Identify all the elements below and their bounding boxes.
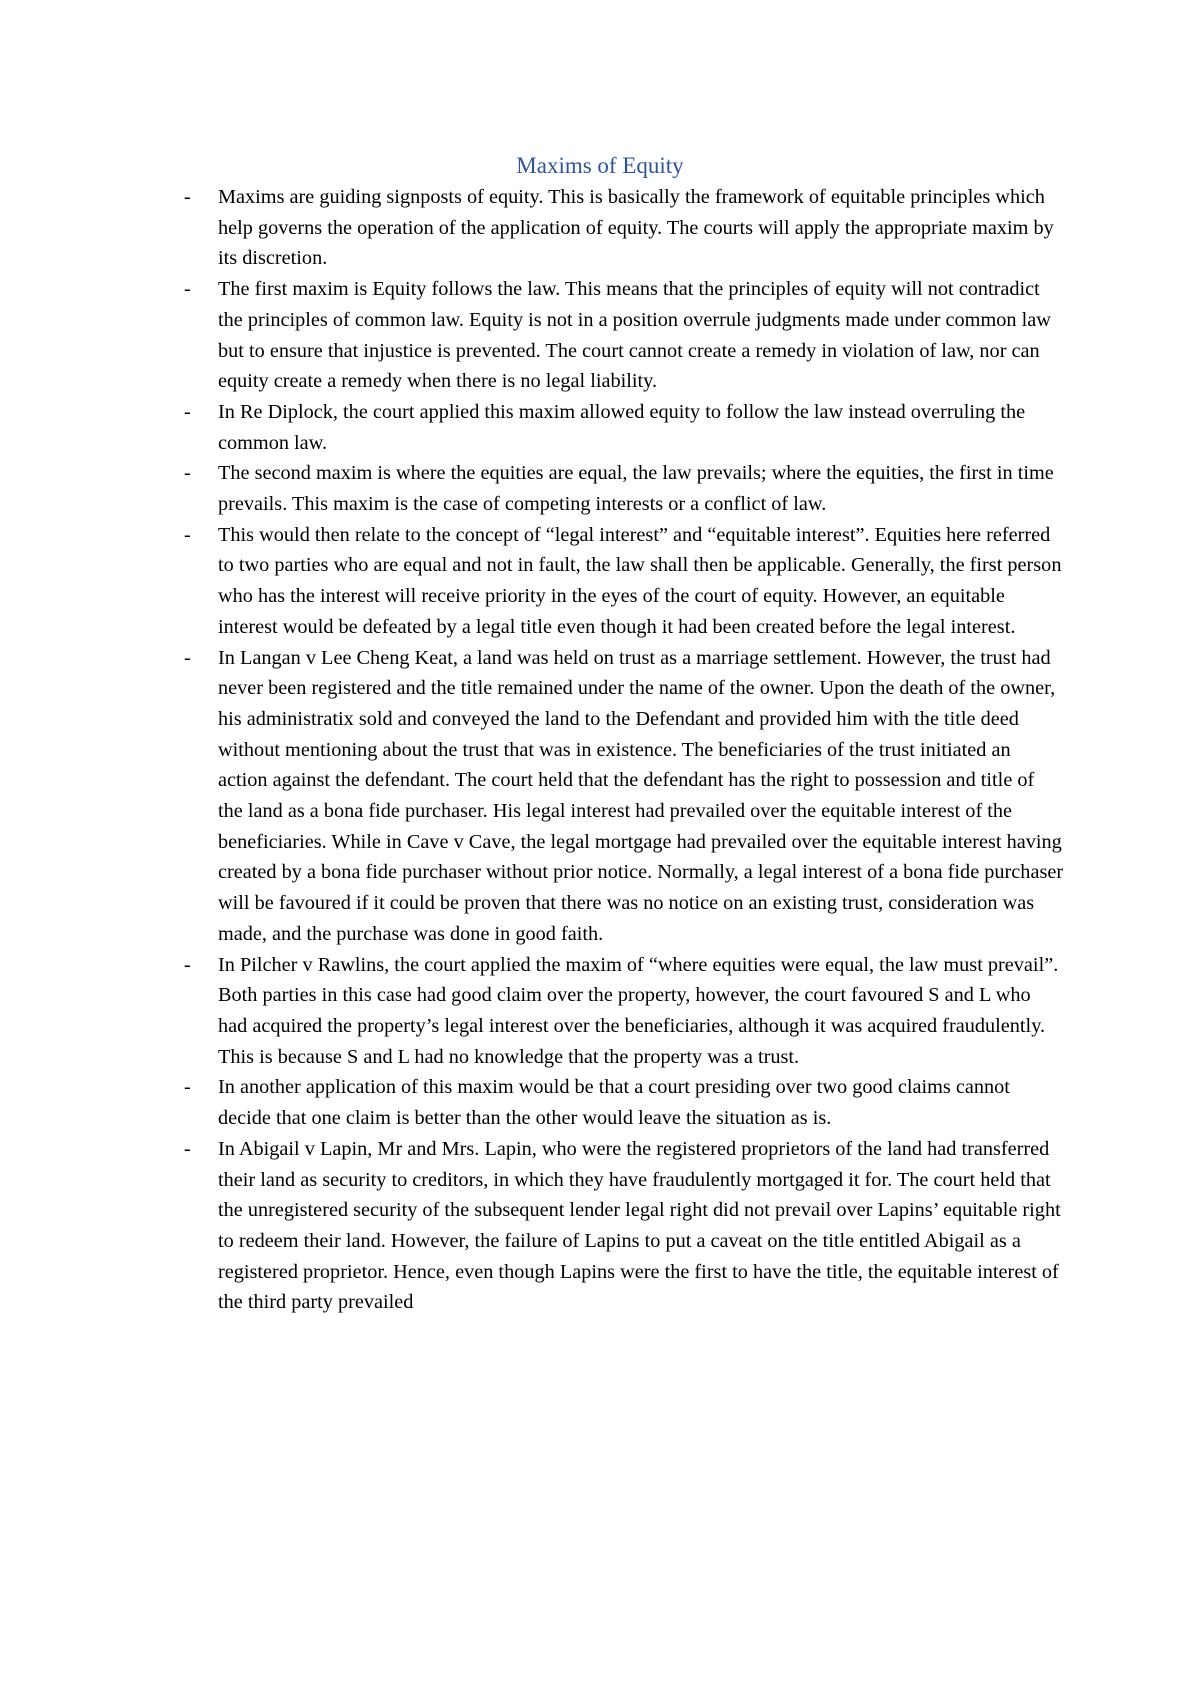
list-item xyxy=(184,1134,1064,1318)
list-item xyxy=(184,397,1064,458)
bullet-marker: - xyxy=(184,646,191,669)
list-item xyxy=(184,1072,1064,1133)
bullet-marker: - xyxy=(184,953,191,976)
bullet-marker: - xyxy=(184,1076,191,1099)
bullet-marker: - xyxy=(184,278,191,301)
paragraph-text: In another application of this maxim would be that a court presiding over two good claims cannot decide that one claim is better than the other would leave the situation as is. xyxy=(218,1076,1010,1130)
paragraph-text: In Pilcher v Rawlins, the court applied the maxim of “where equities were equal, the law must prevail”. Both parties in this case had good claim over the property, however, the court favoured S and L who had acquired the property’s legal interest over the beneficiaries, although it was acquired fraudulently. This is because S and L had no knowledge that the property was a trust. xyxy=(218,953,1059,1068)
list-item xyxy=(184,950,1064,1073)
list-item xyxy=(184,458,1064,519)
list-item xyxy=(184,520,1064,643)
bullet-list xyxy=(184,182,1064,1318)
page-title: Maxims of Equity xyxy=(516,153,684,178)
list-item xyxy=(184,274,1064,397)
list-item xyxy=(184,182,1064,274)
bullet-marker: - xyxy=(184,523,191,546)
paragraph-text: In Re Diplock, the court applied this maxim allowed equity to follow the law instead overruling the common law. xyxy=(218,400,1026,454)
paragraph-text: The first maxim is Equity follows the law. This means that the principles of equity will not contradict the principles of common law. Equity is not in a position overrule judgments made under common law but to ensure that injustice is prevented. The court cannot create a remedy in violation of law, nor can equity create a remedy when there is no legal liability. xyxy=(218,278,1051,393)
paragraph-text: Maxims are guiding signposts of equity. This is basically the framework of equitable principles which help governs the operation of the application of equity. The courts will apply the appropriate maxim by its discretion. xyxy=(218,186,1054,270)
bullet-marker: - xyxy=(184,186,191,208)
bullet-marker: - xyxy=(184,1137,191,1160)
list-item xyxy=(184,643,1064,950)
paragraph-text: In Langan v Lee Cheng Keat, a land was held on trust as a marriage settlement. However, the trust had never been registered and the title remained under the name of the owner. Upon the death of the owner, his administratix sold and conveyed the land to the Defendant and provided him with the title deed without mentioning about the trust that was in existence. The beneficiaries of the trust initiated an action against the defendant. The court held that the defendant has the right to possession and title of the land as a bona fide purchaser. His legal interest had prevailed over the equitable interest of the beneficiaries. While in Cave v Cave, the legal mortgage had prevailed over the equitable interest having created by a bona fide purchaser without prior notice. Normally, a legal interest of a bona fide purchaser will be favoured if it could be proven that there was no notice on an existing trust, consideration was made, and the purchase was done in good faith. xyxy=(218,646,1064,945)
bullet-marker: - xyxy=(184,400,191,423)
paragraph-text: In Abigail v Lapin, Mr and Mrs. Lapin, who were the registered proprietors of the land had transferred their land as security to creditors, in which they have fraudulently mortgaged it for. The court held that the unregistered security of the subsequent lender legal right did not prevail over Lapins’ equitable right to redeem their land. However, the failure of Lapins to put a caveat on the title entitled Abigail as a registered proprietor. Hence, even though Lapins were the first to have the title, the equitable interest of the third party prevailed xyxy=(218,1137,1061,1314)
paragraph-text: The second maxim is where the equities are equal, the law prevails; where the equities, the first in time prevails. This maxim is the case of competing interests or a conflict of law. xyxy=(218,462,1054,516)
bullet-marker: - xyxy=(184,462,191,485)
paragraph-text: This would then relate to the concept of “legal interest” and “equitable interest”. Equities here referred to two parties who are equal and not in fault, the law shall then be applicable. Generally, the first person who has the interest will receive priority in the eyes of the court of equity. However, an equitable interest would be defeated by a legal title even though it had been created before the legal interest. xyxy=(218,523,1062,638)
